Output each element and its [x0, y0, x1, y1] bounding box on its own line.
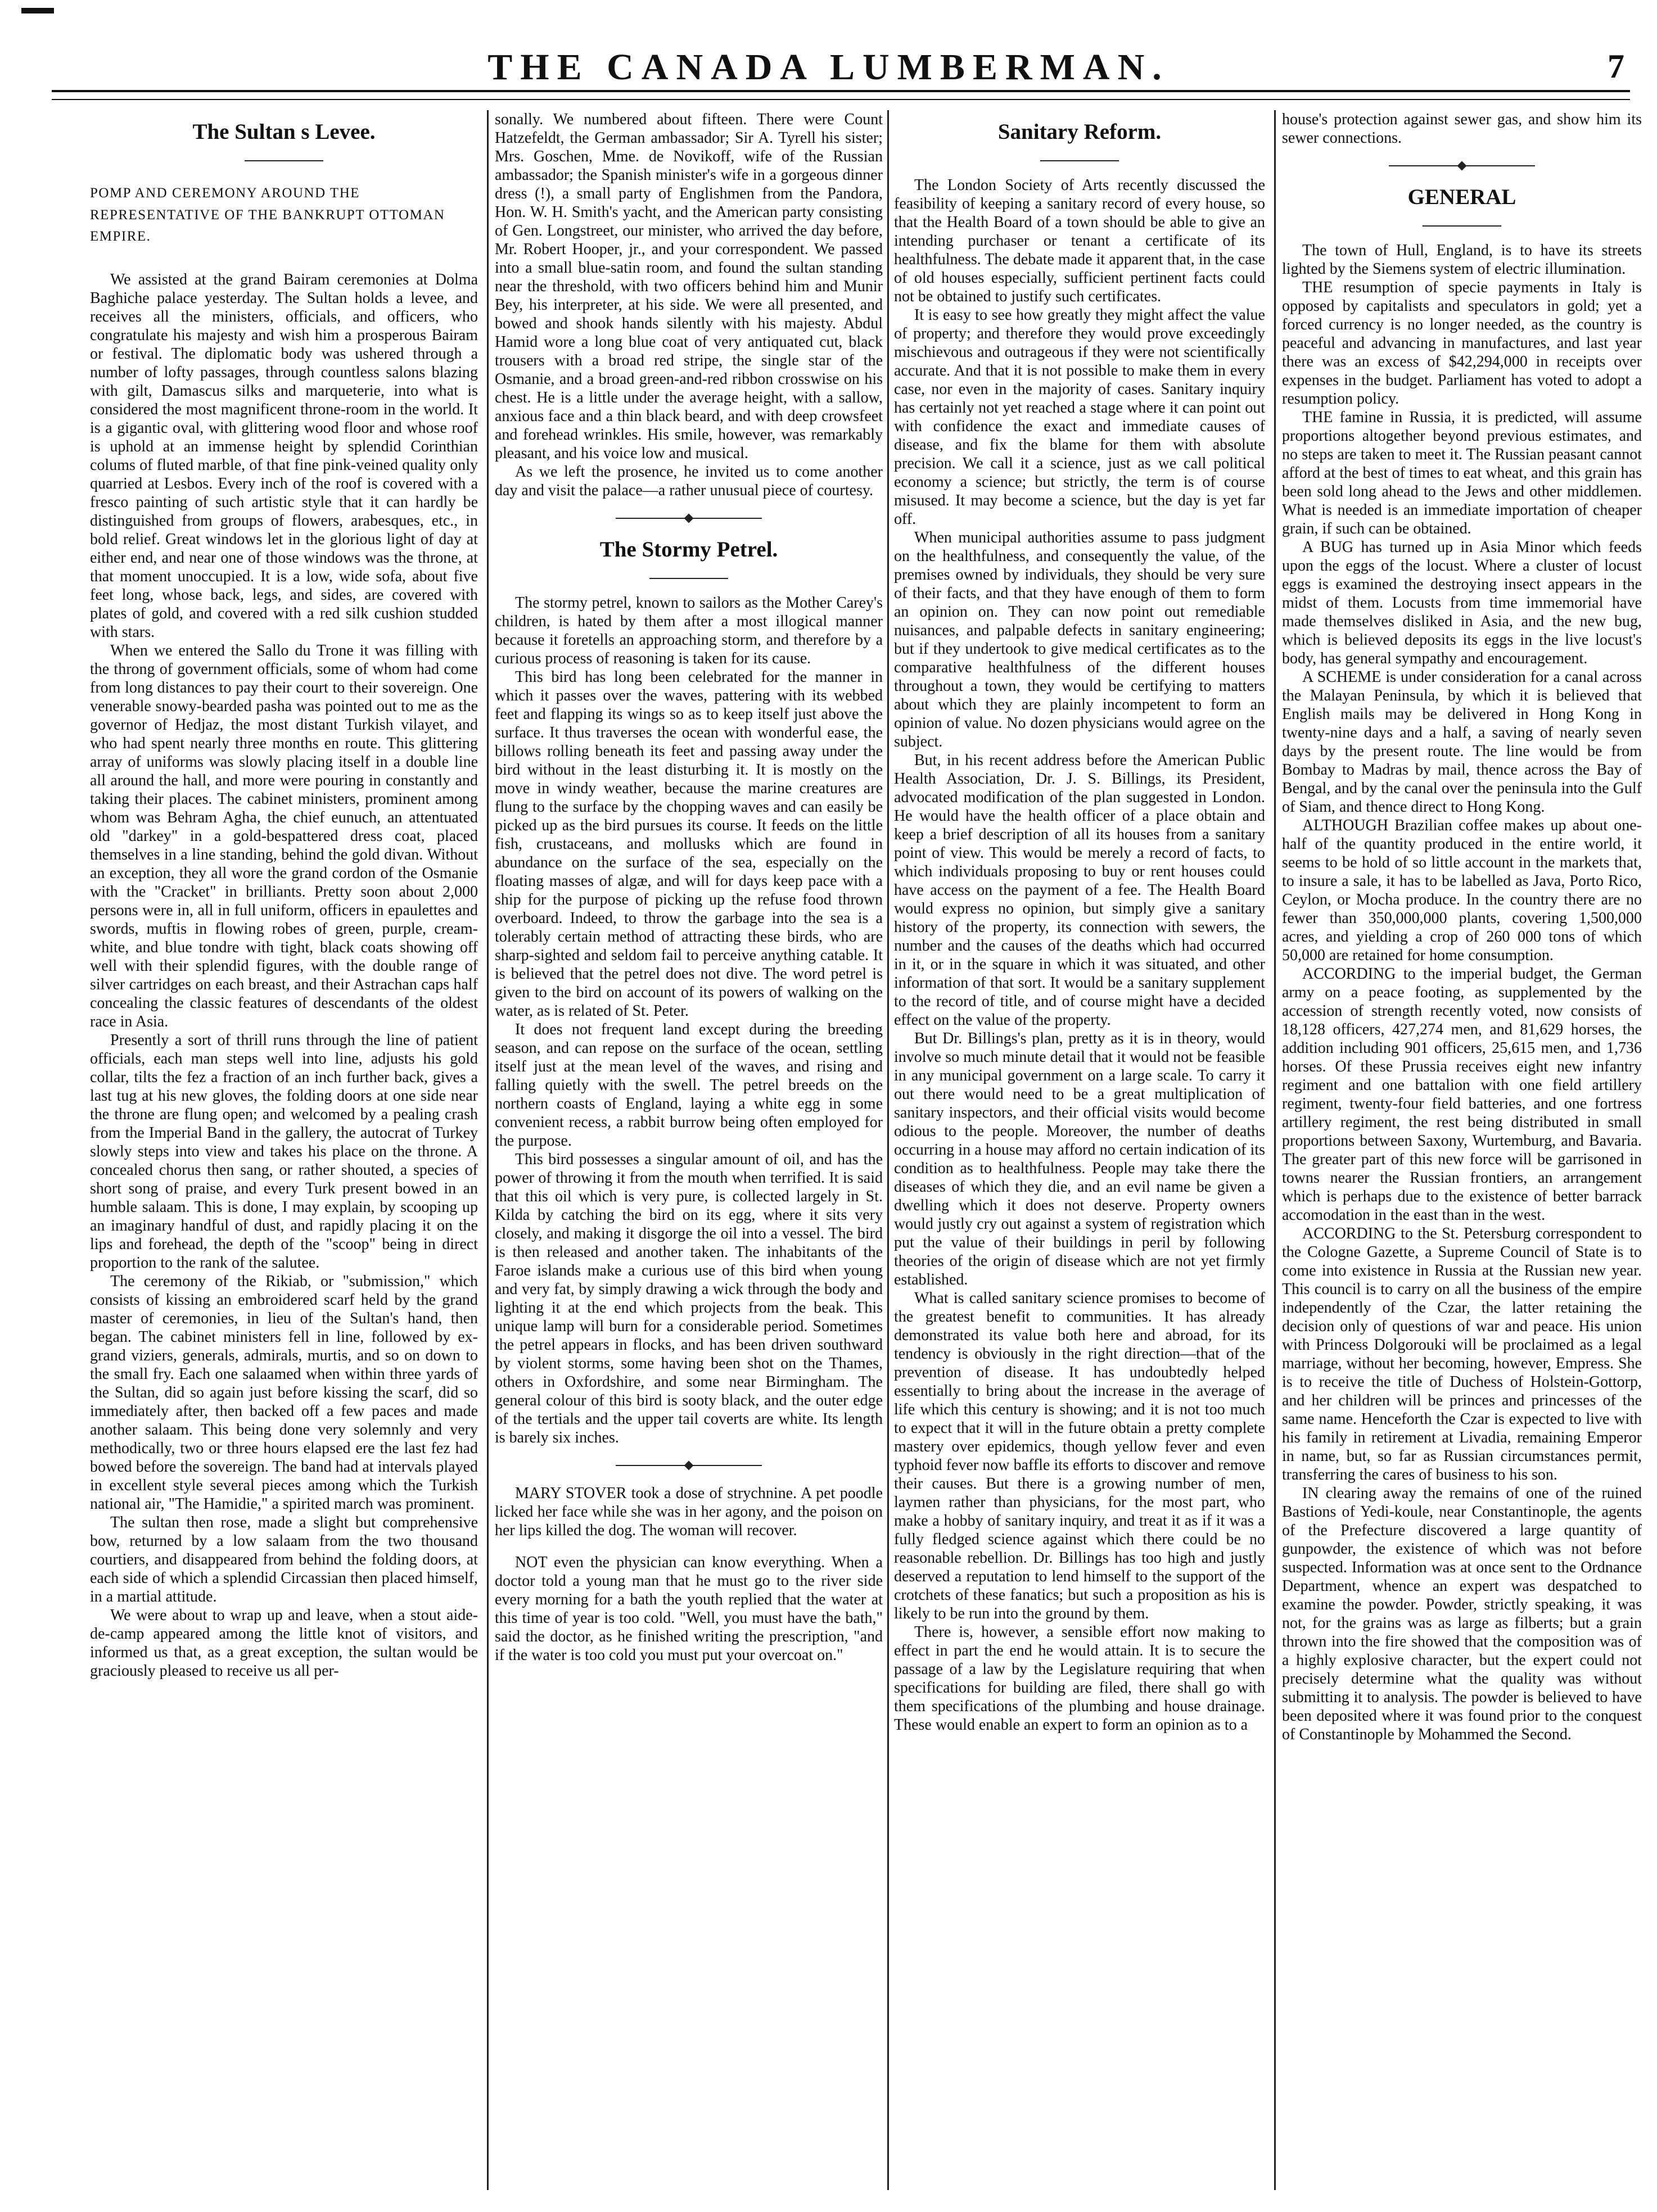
- paragraph: ACCORDING to the imperial budget, the German army on a peace footing, as supplemented by the accession of strength recently voted, now consists of 18,128 officers, 427,274 men, and 81,629 horses, the addition including 901 officers, 25,615 men, and 1,736 horses. Of these Prussia receives eight new infantry regiment and one battalion with one field artillery regiment, twenty-four field batteries, and one fortress artillery regiment, the rest being distributed in small proportions between Saxony, Wurtemburg, and Bavaria. The greater part of this new force will be garrisoned in towns nearer the Russian frontiers, an arrangement which is perhaps due to the existence of better barrack accomodation in the east than in the west.: [1282, 965, 1642, 1224]
- section-divider: [616, 515, 762, 521]
- paragraph: It is easy to see how greatly they might affect the value of property; and therefore they would prove exceedingly mischievous and outrageous if they were not scientifically accurate. And that it is not possible to make them in every case, nor even in the majority of cases. Sanitary inquiry has certainly not yet reached a stage where it can point out with confidence the exact and immediate causes of disease, and fix the blame for them with absolute precision. We call it a science, just as we call political economy a science; but strictly, the term is of course misused. It may become a science, but the day is yet far off.: [894, 306, 1265, 528]
- column-1: [90, 110, 478, 2190]
- paragraph: Presently a sort of thrill runs through the line of patient officials, each man steps well into line, adjusts his gold collar, tilts the fez a fraction of an inch further back, gives a last tug at his new gloves, the folding doors at one side near the throne are flung open; and welcomed by a pealing crash from the Imperial Band in the gallery, the autocrat of Turkey slowly steps into view and takes his place on the throne. A concealed chorus then sang, or rather shouted, a species of short song of praise, and every Turk present bowed in an humble salaam. This is done, I may explain, by scooping up an imaginary handful of dust, and rapidly placing it on the lips and forehead, the depth of the "scoop" being in direct proportion to the rank of the salutee.: [90, 1032, 478, 1272]
- article-headline-sanitary: Sanitary Reform.: [997, 120, 1162, 144]
- paragraph: The ceremony of the Rikiab, or "submission," which consists of kissing an embroidered scarf held by the grand master of ceremonies, in lieu of the Sultan's hand, then began. The cabinet ministers fell in line, followed by ex-grand viziers, generals, admirals, murtis, and so on down to the small fry. Each one salaamed when within three yards of the Sultan, did so again just before kissing the scarf, did so immediately after, then backed off a few paces and made another salaam. This being done very solemnly and very methodically, two or three hours elapsed ere the last fez had bowed before the sovereign. The band had at intervals played in excellent style several pieces among which the Turkish national air, "The Hamidie," a spirited march was prominent.: [90, 1273, 478, 1513]
- paragraph: But, in his recent address before the American Public Health Association, Dr. J. S. Billings, its President, advocated modification of the plan suggested in London. He would have the health officer of a place obtain and keep a brief description of all its houses from a sanitary point of view. This would be merely a record of facts, to which individuals proposing to buy or rent houses could have access on the payment of a fee. The Health Board would express no opinion, but simply give a sanitary history of the property, its connection with sewers, the number and the causes of the deaths which had occurred in it, or in the square in which it was situated, and other information of that sort. It would be a sanitary supplement to the record of title, and of course might have a decided effect on the value of the property.: [894, 751, 1265, 1029]
- paragraph: sonally. We numbered about fifteen. There were Count Hatzefeldt, the German ambassador; Sir A. Tyrell his sister; Mrs. Goschen, Mme. de Novikoff, wife of the Russian ambassador; the Spanish minister's wife in a gorgeous dinner dress (!), a small party of Englishmen from the Pandora, Hon. W. H. Smith's yacht, and the American party consisting of Gen. Longstreet, our minister, who arrived the day before, Mr. Robert Hooper, jr., and your correspondent. We passed into a small blue-satin room, and found the sultan standing near the threshold, with two officers behind him and Munir Bey, his interpreter, at his side. We were all presented, and bowed and shook hands silently with his majesty. Abdul Hamid wore a long blue coat of very antiquated cut, black trousers with a broad red stripe, the single star of the Osmanie, and a broad green-and-red ribbon crosswise on his chest. He is a little under the average height, with a sallow, anxious face and a thin black beard, and with deep crowsfeet and forehead wrinkles. His smile, however, was remarkably pleasant, and his voice low and musical.: [495, 111, 883, 462]
- paragraph: When we entered the Sallo du Trone it was filling with the throng of government officials, some of whom had come from long distances to pay their court to their sovereign. One venerable snowy-bearded pasha was pointed out to me as the governor of Hedjaz, the most distant Turkish vilayet, and who had spent nearly three months en route. This glittering array of uniforms was slowly placing itself in a double line all around the hall, and more were pouring in constantly and taking their places. The cabinet ministers, prominent among whom was Behram Agha, the chief eunuch, an attentuated old "darkey" in a gold-bespattered dress coat, placed themselves in a line standing, behind the gold divan. Without an exception, they all wore the grand cordon of the Osmanie with the "Cracket" in brilliants. Pretty soon about 2,000 persons were in, all in full uniform, officers in epaulettes and swords, muftis in flowing robes of green, purple, cream-white, and blue tondre with tight, black coats showing off well with their splendid figures, with the double range of silver cartridges on each breast, and their Astrachan caps half concealing the classic features of descendants of the oldest race in Asia.: [90, 642, 478, 1031]
- paragraph: A SCHEME is under consideration for a canal across the Malayan Peninsula, by which it is believed that English mails may be delivered in Hong Kong in twenty-nine days and a half, a saving of nearly seven days by the present route. The line would be from Bombay to Madras by mail, thence across the Bay of Bengal, and by the canal over the peninsula into the Gulf of Siam, and thence direct to Hong Kong.: [1282, 668, 1642, 816]
- page-number: 7: [1608, 48, 1624, 85]
- paragraph: This bird possesses a singular amount of oil, and has the power of throwing it from the mouth when terrified. It is said that this oil which is very pure, is collected largely in St. Kilda by catching the bird on its egg, where it sits very closely, and making it disgorge the oil into a vessel. The bird is then released and another taken. The inhabitants of the Faroe islands make a curious use of this bird when young and very fat, by simply drawing a wick through the body and lighting it at the end which projects from the beak. This unique lamp will burn for a considerable period. Sometimes the petrel appears in flocks, and has been driven southward by violent storms, some having been shot on the Thames, others in Oxfordshire, and some near Birmingham. The general colour of this bird is sooty black, and the outer edge of the tertials and the upper tail coverts are white. Its length is barely six inches.: [495, 1150, 883, 1446]
- article-headline-petrel: The Stormy Petrel.: [599, 537, 778, 562]
- headline-rule: [1423, 225, 1501, 227]
- masthead: [0, 0, 1657, 112]
- paragraph: A BUG has turned up in Asia Minor which feeds upon the eggs of the locust. Where a cluster of locust eggs is examined the destroying insect appears in the midst of them. Locusts from time immemorial have made themselves disliked in Asia, and the new bug, which is believed deposits its eggs in the live locust's body, has general sympathy and encouragement.: [1282, 538, 1642, 667]
- section-divider: [1389, 163, 1535, 169]
- headline-rule: [1040, 160, 1119, 161]
- paragraph: This bird has long been celebrated for the manner in which it passes over the waves, pattering with its webbed feet and flapping its wings so as to keep itself just above the surface. It thus traverses the ocean with wonderful ease, the billows rolling beneath its feet and passing away under the bird without in the least disturbing it. It is mostly on the move in windy weather, because the marine creatures are flung to the surface by the chopping waves and can easily be picked up as the bird pursues its course. It feeds on the little fish, crustaceans, and mollusks which are found in abundance on the surface of the sea, especially on the floating masses of algæ, and will for days keep pace with a ship for the purpose of picking up the refuse food thrown overboard. Indeed, to throw the garbage into the sea is a tolerably certain method of attracting these birds, who are sharp-sighted and seldom fail to perceive anything catable. It is believed that the petrel does not dive. The word petrel is given to the bird on account of its powers of walking on the water, as is related of St. Peter.: [495, 668, 883, 1020]
- paragraph: ALTHOUGH Brazilian coffee makes up about one-half of the quantity produced in the entire world, it seems to be hold of so little account in the markets that, to insure a sale, it has to be labelled as Java, Porto Rico, Ceylon, or Mocha produce. In the country there are no fewer than 350,000,000 plants, covering 1,500,000 acres, and yielding a crop of 260 000 tons of which 50,000 are retained for home consumption.: [1282, 816, 1642, 964]
- paragraph: We assisted at the grand Bairam ceremonies at Dolma Baghiche palace yesterday. The Sultan holds a levee, and receives all the ministers, officials, and officers, who congratulate his majesty and wish him a prosperous Bairam or festival. The diplomatic body was ushered through a number of lofty passages, through countless salons blazing with gilt, Damascus silks and marqueterie, into what is considered the most magnificent throne-room in the world. It is a gigantic oval, with glittering wood floor and whose roof is uphold at an immense height by splendid Corinthian colums of fluted marble, of that fine pink-veined quality only quarried at Lesbos. Every inch of the roof is covered with a fresco painting of such artistic style that it can hardly be distinguished from groups of flowers, arabesques, etc., in bold relief. Great windows let in the glorious light of day at either end, and near one of those windows was the throne, at that moment unoccupied. It is a low, wide sofa, about five feet long, whose back, legs, and sides, are covered with plates of gold, and covered with a red silk cushion studded with stars.: [90, 271, 478, 641]
- paragraph: What is called sanitary science promises to become of the greatest benefit to communities. It has already demonstrated its value both here and abroad, for its tendency is obviously in the right direction—that of the prevention of disease. It has undoubtedly helped essentially to bring about the increase in the average of life which this century is showing; and it is not too much to expect that it will in the future obtain a pretty complete mastery over epidemics, though yellow fever and even typhoid fever now baffle its efforts to discover and remove their causes. But there is a growing number of men, laymen rather than physicians, for the most part, who make a hobby of sanitary inquiry, and treat it as if it was a fully fledged science against which there could be no reasonable rebellion. Dr. Billings has too high and justly deserved a reputation to lend himself to the support of the crotchets of these fanatics; but such a proposition as his is likely to be run into the ground by them.: [894, 1289, 1265, 1622]
- paragraph: THE resumption of specie payments in Italy is opposed by capitalists and speculators in gold; yet a forced currency is no longer needed, as the country is peaceful and advancing in manufactures, and last year there was an excess of $42,294,000 in receipts over expenses in the budget. Parliament has voted to adopt a resumption policy.: [1282, 278, 1642, 408]
- column-4: [1282, 110, 1642, 2190]
- paragraph: There is, however, a sensible effort now making to effect in part the end he would attain. It is to secure the passage of a law by the Legislature requiring that when specifications for building are filed, there shall go with them specifications of the plumbing and house drainage. These would enable an expert to form an opinion as to a: [894, 1623, 1265, 1734]
- paragraph: It does not frequent land except during the breeding season, and can repose on the surface of the ocean, settling itself just at the mean level of the waves, and rising and falling quietly with the swell. The petrel breeds on the northern coasts of England, laying a white egg in some convenient recess, a rabbit burrow being often employed for the purpose.: [495, 1020, 883, 1150]
- paragraph: The town of Hull, England, is to have its streets lighted by the Siemens system of electric illumination.: [1282, 241, 1642, 278]
- paragraph: house's protection against sewer gas, and show him its sewer connections.: [1282, 111, 1642, 147]
- column-rule: [1274, 110, 1276, 2190]
- article-subhead-sultan: POMP AND CEREMONY AROUND THE REPRESENTATIVE OF THE BANKRUPT OTTOMAN EMPIRE.: [90, 185, 445, 245]
- paragraph: The stormy petrel, known to sailors as the Mother Carey's children, is hated by them after a most illogical manner because it foretells an approaching storm, and therefore by a curious process of reasoning is taken for its cause.: [495, 594, 883, 667]
- headline-rule: [245, 160, 323, 161]
- running-title: THE CANADA LUMBERMAN.: [487, 47, 1170, 88]
- paragraph: NOT even the physician can know everything. When a doctor told a young man that he must go to the river side every morning for a bath the youth replied that the water at this time of year is too cold. "Well, you must have the bath," said the doctor, as he finished writing the prescription, "and if the water is too cold you must put your overcoat on.": [495, 1553, 883, 1664]
- paragraph: ACCORDING to the St. Petersburg correspondent to the Cologne Gazette, a Supreme Council of State is to come into existence in Russia at the Russian new year. This council is to carry on all the business of the empire independently of the Czar, the latter retaining the decision only of questions of war and peace. His union with Princess Dolgorouki will be proclaimed as a legal marriage, without her becoming, however, Empress. She is to receive the title of Duchess of Holstein-Gottorp, and her children will be princes and princesses of the same name. Henceforth the Czar is expected to live with his family in retirement at Livadia, remaining Emperor in name, but, so far as Russian circumstances permit, transferring the cares of business to his son.: [1282, 1224, 1642, 1483]
- section-headline-general: GENERAL: [1407, 185, 1516, 209]
- header-rule: [52, 90, 1630, 92]
- header-rule-thin: [52, 99, 1630, 100]
- paragraph: The London Society of Arts recently discussed the feasibility of keeping a sanitary record of every house, so that the Health Board of a town should be able to give an intending purchaser or tenant a certificate of its healthfulness. The debate made it apparent that, in the case of old houses especially, sufficient pertinent facts could not be obtained to justify such certificates.: [894, 176, 1265, 305]
- column-2: [495, 110, 883, 2190]
- headline-rule: [649, 578, 728, 579]
- paragraph: When municipal authorities assume to pass judgment on the healthfulness, and consequently the value, of the premises owned by individuals, they should be very sure of their facts, and that they have enough of them to form an opinion on. They can now point out remediable nuisances, and palpable defects in sanitary engineering; but if they undertook to give medical certificates as to the comparative healthfulness of the different houses throughout a town, they would be certifying to matters about which they are plainly incompetent to form an opinion of value. No dozen physicians would agree on the subject.: [894, 528, 1265, 750]
- paragraph: The sultan then rose, made a slight but comprehensive bow, returned by a low salaam from the two thousand courtiers, and disappeared from behind the folding doors, at each side of which a splendid Circassian then placed himself, in a martial attitude.: [90, 1514, 478, 1606]
- article-headline-sultan: The Sultan s Levee.: [192, 120, 376, 144]
- section-divider: [616, 1463, 762, 1468]
- paragraph: MARY STOVER took a dose of strychnine. A pet poodle licked her face while she was in her agony, and the poison on her lips killed the dog. The woman will recover.: [495, 1484, 883, 1539]
- column-rule: [887, 110, 889, 2190]
- paragraph: As we left the prosence, he invited us to come another day and visit the palace—a rather unusual piece of courtesy.: [495, 463, 883, 499]
- paragraph: IN clearing away the remains of one of the ruined Bastions of Yedi-koule, near Constantinople, the agents of the Prefecture discovered a large quantity of gunpowder, the existence of which was not before suspected. Information was at once sent to the Ordnance Department, whence an expert was despatched to examine the powder. Powder, strictly speaking, it was not, for the grains was as large as filberts; but a grain thrown into the fire showed that the composition was of a highly explosive character, but the expert could not precisely determine what the quality was without submitting it to analysis. The powder is believed to have been deposited where it was found prior to the conquest of Constantinople by Mohammed the Second.: [1282, 1484, 1642, 1743]
- column-rule: [487, 110, 489, 2190]
- paragraph: We were about to wrap up and leave, when a stout aide-de-camp appeared among the little knot of visitors, and informed us that, as a great exception, the sultan would be graciously pleased to receive us all per-: [90, 1607, 478, 1680]
- paragraph: THE famine in Russia, it is predicted, will assume proportions altogether beyond previous estimates, and no steps are taken to meet it. The Russian peasant cannot afford at the best of times to eat wheat, and this grain has been sold long ahead to the Jews and other middlemen. What is needed is an immediate importation of cheaper grain, if such can be obtained.: [1282, 408, 1642, 537]
- corner-mark: [21, 8, 54, 13]
- column-3: [894, 110, 1265, 2190]
- paragraph: But Dr. Billings's plan, pretty as it is in theory, would involve so much minute detail that it would not be feasible in any municipal government on a large scale. To carry it out there would need to be a great multiplication of sanitary inspectors, and their official visits would become odious to the people. Moreover, the number of deaths occurring in a house may afford no certain indication of its condition as to healthfulness. People may take there the diseases of which they die, and an evil name be given a dwelling which it does not deserve. Property owners would justly cry out against a system of registration which put the value of their buildings in peril by following theories of the origin of disease which are not yet firmly established.: [894, 1029, 1265, 1288]
